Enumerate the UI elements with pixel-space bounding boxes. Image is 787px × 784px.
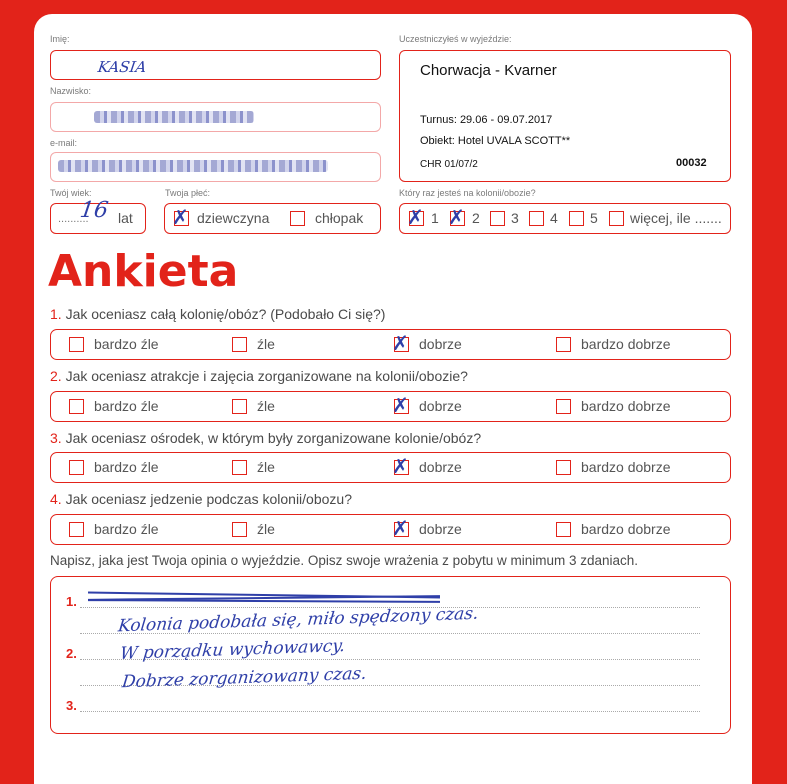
wiek-value: 16: [78, 198, 110, 223]
plec-option-chlopak: chłopak: [315, 210, 364, 226]
ktory-raz-checkbox-4[interactable]: [529, 211, 544, 226]
imie-label: Imię:: [50, 34, 70, 44]
answer-option-label: bardzo dobrze: [581, 459, 671, 475]
uczestniczyles-label: Uczestniczyłeś w wyjeździe:: [399, 34, 512, 44]
answer-checkbox[interactable]: [556, 522, 571, 537]
check-mark-icon: ✗: [392, 454, 409, 478]
ktory-raz-checkbox-wiecej[interactable]: [609, 211, 624, 226]
wiek-label: Twój wiek:: [50, 188, 92, 198]
check-mark-icon: ✗: [448, 205, 465, 229]
trip-turnus: Turnus: 29.06 - 09.07.2017: [420, 114, 553, 126]
question-text: Jak oceniasz całą kolonię/obóz? (Podobało Ci się?): [65, 306, 386, 322]
ktory-raz-option-2: 2: [472, 210, 480, 226]
answer-option-label: źle: [257, 459, 275, 475]
ktory-raz-option-4: 4: [550, 210, 558, 226]
opinion-line-number: 2.: [66, 646, 77, 661]
answer-checkbox[interactable]: [69, 399, 84, 414]
question-3: [50, 430, 481, 446]
answer-checkbox[interactable]: [556, 460, 571, 475]
answer-option-label: bardzo źle: [94, 336, 159, 352]
answer-option-label: bardzo źle: [94, 459, 159, 475]
answer-option-label: źle: [257, 336, 275, 352]
trip-obiekt: Obiekt: Hotel UVALA SCOTT**: [420, 135, 571, 147]
answer-checkbox[interactable]: [232, 337, 247, 352]
wiek-dots: ..........: [58, 213, 89, 225]
ktory-raz-checkbox-5[interactable]: [569, 211, 584, 226]
answer-checkbox[interactable]: [232, 460, 247, 475]
answer-checkbox[interactable]: [69, 522, 84, 537]
ktory-raz-option-1: 1: [431, 210, 439, 226]
email-label: e-mail:: [50, 138, 78, 148]
answer-checkbox[interactable]: [556, 337, 571, 352]
check-mark-icon: ✗: [172, 205, 189, 229]
question-number: 4.: [50, 491, 62, 507]
trip-code: CHR 01/07/2: [420, 159, 478, 170]
imie-value: KASIA: [96, 58, 148, 76]
question-number: 2.: [50, 368, 62, 384]
check-mark-icon: ✗: [392, 393, 409, 417]
plec-option-dziewczyna: dziewczyna: [197, 210, 270, 226]
question-2: [50, 368, 468, 384]
trip-number: 00032: [676, 157, 707, 169]
question-number: 1.: [50, 306, 62, 322]
question-text: Jak oceniasz ośrodek, w którym były zorganizowane kolonie/obóz?: [65, 430, 482, 446]
ktory-raz-checkbox-3[interactable]: [490, 211, 505, 226]
answer-option-label: bardzo źle: [94, 521, 159, 537]
answer-checkbox[interactable]: [232, 522, 247, 537]
check-mark-icon: ✗: [407, 205, 424, 229]
opinion-line-number: 1.: [66, 594, 77, 609]
email-redacted: [58, 160, 328, 172]
question-text: Jak oceniasz jedzenie podczas kolonii/obozu?: [65, 491, 352, 507]
question-number: 3.: [50, 430, 62, 446]
crossed-out-scribble: [88, 590, 440, 606]
answer-option-label: bardzo dobrze: [581, 398, 671, 414]
answer-option-label: bardzo dobrze: [581, 336, 671, 352]
question-1: [50, 306, 385, 322]
answer-option-label: dobrze: [419, 398, 462, 414]
plec-label: Twoja płeć:: [165, 188, 211, 198]
answer-option-label: dobrze: [419, 521, 462, 537]
ktory-raz-label: Który raz jesteś na kolonii/obozie?: [399, 188, 536, 198]
nazwisko-label: Nazwisko:: [50, 86, 92, 96]
check-mark-icon: ✗: [392, 516, 409, 540]
opinion-prompt: Napisz, jaka jest Twoja opinia o wyjeździe. Opisz swoje wrażenia z pobytu w minimum 3 zdaniach.: [50, 553, 639, 568]
question-4: [50, 491, 352, 507]
answer-checkbox[interactable]: [69, 337, 84, 352]
check-mark-icon: ✗: [392, 331, 409, 355]
handwritten-line-1: Kolonia podobała się, miło spędzony czas.: [117, 603, 480, 637]
writing-line: [80, 711, 700, 712]
answer-option-label: bardzo źle: [94, 398, 159, 414]
answer-option-label: bardzo dobrze: [581, 521, 671, 537]
wiek-suffix: lat: [118, 210, 133, 226]
trip-destination: Chorwacja - Kvarner: [420, 62, 557, 79]
ktory-raz-option-5: 5: [590, 210, 598, 226]
plec-checkbox-chlopak[interactable]: [290, 211, 305, 226]
question-text: Jak oceniasz atrakcje i zajęcia zorganizowane na kolonii/obozie?: [65, 368, 468, 384]
nazwisko-redacted: [94, 111, 254, 123]
answer-option-label: dobrze: [419, 459, 462, 475]
answer-checkbox[interactable]: [232, 399, 247, 414]
ktory-raz-option-wiecej: więcej, ile .......: [630, 210, 722, 226]
ktory-raz-option-3: 3: [511, 210, 519, 226]
opinion-line-number: 3.: [66, 698, 77, 713]
answer-option-label: dobrze: [419, 336, 462, 352]
answer-checkbox[interactable]: [556, 399, 571, 414]
handwritten-line-2: W porządku wychowawcy.: [119, 636, 347, 664]
answer-checkbox[interactable]: [69, 460, 84, 475]
answer-option-label: źle: [257, 521, 275, 537]
answer-option-label: źle: [257, 398, 275, 414]
handwritten-line-3: Dobrze zorganizowany czas.: [121, 663, 368, 693]
survey-title: Ankieta: [48, 246, 239, 297]
